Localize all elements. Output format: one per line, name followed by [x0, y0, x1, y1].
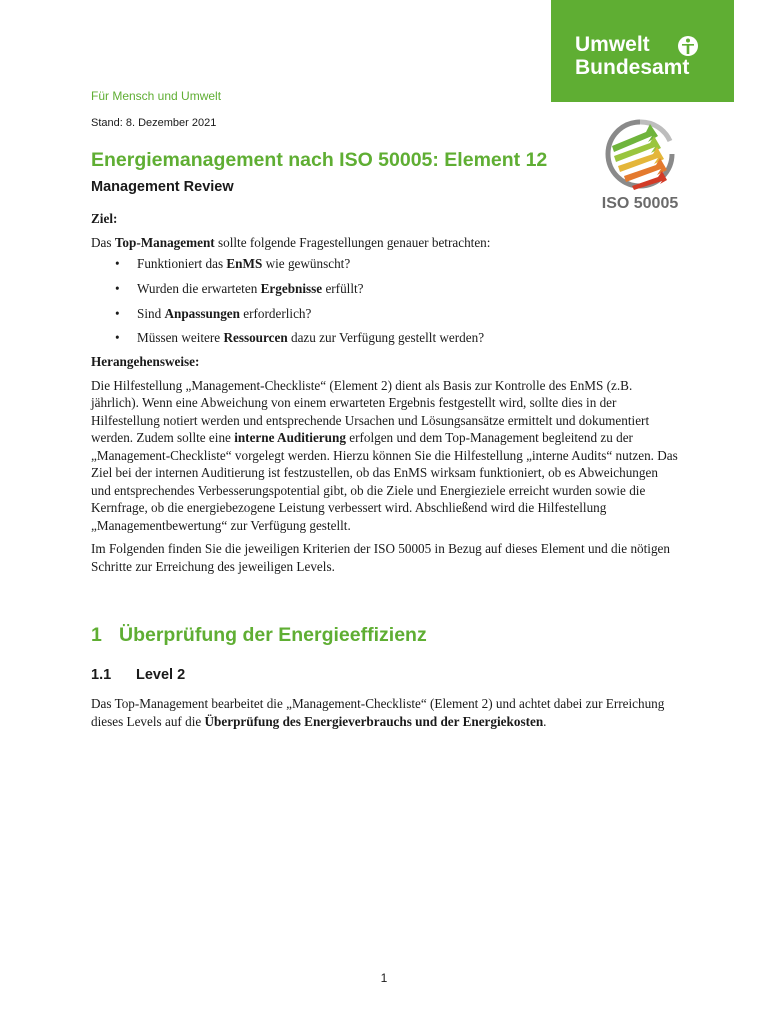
ziel-heading: Ziel:	[91, 211, 118, 226]
iso-50005-badge	[598, 116, 682, 212]
document-title: Energiemanagement nach ISO 50005: Element 12	[91, 149, 548, 171]
document-date: Stand: 8. Dezember 2021	[91, 117, 217, 129]
bullet-text: Müssen weitere	[137, 330, 224, 346]
logo-text	[575, 33, 689, 79]
folgenden-paragraph: Im Folgenden finden Sie die jeweiligen Kriterien der ISO 50005 in Bezug auf dieses Element und die nötigen Schritte zur Erreichung des jeweiligen Levels.	[91, 541, 671, 574]
subsection-title: Level 2	[136, 667, 186, 683]
bullet-text-end: dazu zur Verfügung gestellt werden?	[287, 330, 485, 346]
paragraph-text: Die Hilfestellung „Management-Checkliste“ (Element 2) dient als Basis zur Kontrolle des EnMS (z.B. jährlich). Wenn eine Abweichung von einem erwarteten Ergebnis festgestellt wird, sollte dies in der Hilfestellung notiert werden und entsprechende Ursachen und Lösungsansätze ermittelt und dokumentiert werden. Zudem sollte eine	[91, 377, 650, 446]
bullet-bold: EnMS	[226, 256, 263, 271]
level-2-paragraph	[91, 695, 681, 730]
section-title: Überprüfung der Energieeffizienz	[119, 624, 427, 646]
logo-line-1: Umwelt	[575, 33, 650, 56]
paragraph-bold: Überprüfung des Energieverbrauchs und der Energiekosten	[204, 713, 544, 729]
bullet-bold: Ergebnisse	[260, 280, 323, 296]
herangehensweise-paragraph	[91, 377, 681, 535]
ziel-intro-bold: Top-Management	[114, 234, 215, 250]
ziel-bullet-list	[91, 255, 681, 347]
ziel-intro-text-end: sollte folgende Fragestellungen genauer betrachten:	[214, 234, 491, 250]
bullet-bold: Ressourcen	[223, 330, 288, 346]
document-subtitle: Management Review	[91, 179, 234, 195]
herangehensweise-heading: Herangehensweise:	[91, 354, 200, 370]
section-number: 1	[91, 624, 102, 646]
bullet-text-end: erfüllt?	[322, 280, 364, 296]
bullet-text-end: erforderlich?	[239, 305, 312, 321]
bullet-icon: •	[115, 330, 120, 346]
bullet-icon: •	[115, 305, 120, 321]
list-item	[91, 329, 681, 347]
paragraph-text-end: .	[543, 713, 547, 729]
logo-line-2: Bundesamt	[575, 56, 690, 79]
paragraph-text: Das Top-Management bearbeitet die „Management-Checkliste“ (Element 2) und achtet dabei zur Erreichung dieses Levels auf die	[91, 696, 665, 729]
paragraph-bold: interne Auditierung	[234, 430, 346, 446]
bullet-bold: Anpassungen	[164, 305, 240, 321]
main-content	[91, 210, 681, 575]
list-item	[91, 305, 681, 323]
list-item	[91, 280, 681, 298]
iso-badge-label: ISO 50005	[601, 195, 679, 212]
umweltbundesamt-logo	[551, 0, 734, 102]
ziel-intro	[91, 234, 681, 252]
bullet-text-end: wie gewünscht?	[262, 256, 351, 271]
bullet-icon: •	[115, 280, 120, 296]
subsection-heading	[91, 667, 185, 683]
section-heading	[91, 624, 427, 647]
page-number: 1	[380, 971, 388, 985]
list-item	[91, 255, 681, 273]
paragraph-text-end: erfolgen und dem Top-Management begleitend zu der „Management-Checkliste“ vorgelegt werden. Hierzu können Sie die Hilfestellung „interne Audits“ nutzen. Das Ziel bei der internen Auditierung ist festzustellen, ob das EnMS wirksam funktioniert, ob es Abweichungen und entsprechendes Verbesserungspotential gibt, ob die Ziele und Energieziele erreicht wurden sowie die Kernfrage, ob die energiebezogene Leistung verbessert wird. Abschließend wird die Hilfestellung „Managementbewertung“ zur Verfügung gestellt.	[91, 430, 678, 533]
ziel-intro-text: Das	[91, 234, 115, 250]
bullet-icon: •	[115, 256, 120, 271]
person-in-circle-icon	[677, 35, 699, 57]
bullet-text: Wurden die erwarteten	[137, 280, 261, 296]
bullet-text: Sind	[137, 305, 165, 321]
subsection-number: 1.1	[91, 667, 112, 683]
iso-energy-arrows-icon	[598, 116, 682, 192]
tagline: Für Mensch und Umwelt	[91, 89, 222, 103]
bullet-text: Funktioniert das	[137, 256, 227, 271]
